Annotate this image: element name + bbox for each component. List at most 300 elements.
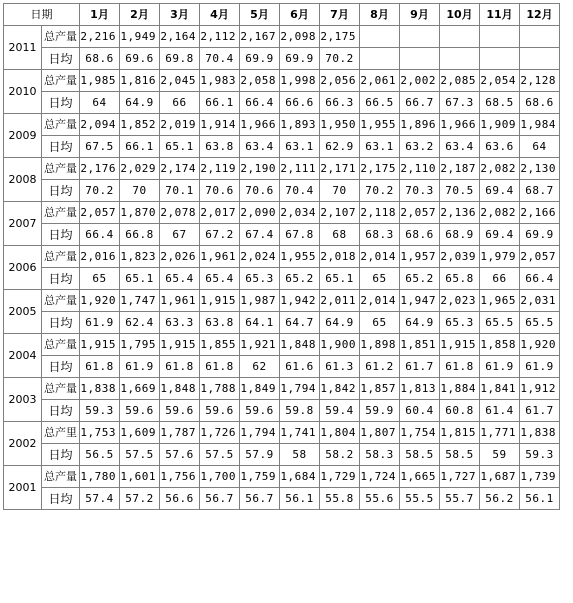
output-label: 总产量 bbox=[42, 114, 80, 136]
output-cell: 1,848 bbox=[160, 378, 200, 400]
daily-average-label: 日均 bbox=[42, 224, 80, 246]
output-cell: 2,061 bbox=[360, 70, 400, 92]
output-row bbox=[4, 246, 560, 268]
output-cell: 2,166 bbox=[520, 202, 560, 224]
output-cell bbox=[480, 26, 520, 48]
year-cell: 2001 bbox=[4, 466, 42, 510]
daily-average-cell: 70 bbox=[120, 180, 160, 202]
output-cell: 2,014 bbox=[360, 246, 400, 268]
daily-average-cell: 69.8 bbox=[160, 48, 200, 70]
output-cell: 1,915 bbox=[440, 334, 480, 356]
output-cell: 2,002 bbox=[400, 70, 440, 92]
daily-average-cell: 67.8 bbox=[280, 224, 320, 246]
daily-average-cell: 59.6 bbox=[240, 400, 280, 422]
daily-average-cell: 64.9 bbox=[120, 92, 160, 114]
output-cell: 1,838 bbox=[80, 378, 120, 400]
output-cell: 1,915 bbox=[200, 290, 240, 312]
output-cell: 1,795 bbox=[120, 334, 160, 356]
output-cell: 1,684 bbox=[280, 466, 320, 488]
daily-average-cell: 57.5 bbox=[120, 444, 160, 466]
output-cell: 2,018 bbox=[320, 246, 360, 268]
output-cell: 2,171 bbox=[320, 158, 360, 180]
year-cell: 2002 bbox=[4, 422, 42, 466]
daily-average-cell: 61.9 bbox=[80, 312, 120, 334]
output-cell: 2,167 bbox=[240, 26, 280, 48]
daily-average-cell: 65.2 bbox=[280, 268, 320, 290]
daily-average-cell: 63.6 bbox=[480, 136, 520, 158]
daily-average-cell: 55.5 bbox=[400, 488, 440, 510]
daily-average-cell: 59.4 bbox=[320, 400, 360, 422]
output-cell: 1,849 bbox=[240, 378, 280, 400]
output-cell: 1,858 bbox=[480, 334, 520, 356]
daily-average-row bbox=[4, 92, 560, 114]
daily-average-label: 日均 bbox=[42, 180, 80, 202]
output-cell: 2,111 bbox=[280, 158, 320, 180]
output-cell: 1,838 bbox=[520, 422, 560, 444]
daily-average-cell: 57.2 bbox=[120, 488, 160, 510]
output-cell: 1,966 bbox=[440, 114, 480, 136]
daily-average-label: 日均 bbox=[42, 400, 80, 422]
year-cell: 2006 bbox=[4, 246, 42, 290]
daily-average-cell: 65.1 bbox=[160, 136, 200, 158]
output-cell: 2,058 bbox=[240, 70, 280, 92]
output-cell: 1,727 bbox=[440, 466, 480, 488]
month-header: 5月 bbox=[240, 4, 280, 26]
month-header: 12月 bbox=[520, 4, 560, 26]
daily-average-cell: 61.8 bbox=[200, 356, 240, 378]
daily-average-cell: 70.5 bbox=[440, 180, 480, 202]
output-cell: 1,794 bbox=[280, 378, 320, 400]
output-cell: 1,855 bbox=[200, 334, 240, 356]
output-cell: 1,915 bbox=[80, 334, 120, 356]
daily-average-label: 日均 bbox=[42, 92, 80, 114]
daily-average-row bbox=[4, 224, 560, 246]
header-row bbox=[4, 4, 560, 26]
output-cell: 1,920 bbox=[520, 334, 560, 356]
daily-average-cell: 59 bbox=[480, 444, 520, 466]
output-cell: 2,176 bbox=[80, 158, 120, 180]
output-cell: 2,216 bbox=[80, 26, 120, 48]
daily-average-cell: 61.8 bbox=[80, 356, 120, 378]
output-cell: 1,754 bbox=[400, 422, 440, 444]
daily-average-cell: 56.5 bbox=[80, 444, 120, 466]
output-row bbox=[4, 422, 560, 444]
output-cell: 1,804 bbox=[320, 422, 360, 444]
year-cell: 2011 bbox=[4, 26, 42, 70]
month-header: 8月 bbox=[360, 4, 400, 26]
daily-average-cell: 64.9 bbox=[400, 312, 440, 334]
daily-average-row bbox=[4, 356, 560, 378]
daily-average-cell: 63.8 bbox=[200, 312, 240, 334]
daily-average-cell: 58.2 bbox=[320, 444, 360, 466]
output-cell: 2,082 bbox=[480, 158, 520, 180]
output-cell: 1,884 bbox=[440, 378, 480, 400]
output-cell: 2,031 bbox=[520, 290, 560, 312]
daily-average-cell: 56.1 bbox=[280, 488, 320, 510]
daily-average-label: 日均 bbox=[42, 444, 80, 466]
daily-average-cell: 65.3 bbox=[240, 268, 280, 290]
output-cell: 1,893 bbox=[280, 114, 320, 136]
output-cell: 1,979 bbox=[480, 246, 520, 268]
month-header: 2月 bbox=[120, 4, 160, 26]
output-cell: 2,118 bbox=[360, 202, 400, 224]
daily-average-cell: 70.3 bbox=[400, 180, 440, 202]
output-label: 总产里 bbox=[42, 422, 80, 444]
output-cell: 2,136 bbox=[440, 202, 480, 224]
daily-average-cell: 69.4 bbox=[480, 224, 520, 246]
month-header: 3月 bbox=[160, 4, 200, 26]
daily-average-row bbox=[4, 268, 560, 290]
output-cell: 2,175 bbox=[360, 158, 400, 180]
daily-average-cell: 66.7 bbox=[400, 92, 440, 114]
daily-average-cell: 61.9 bbox=[120, 356, 160, 378]
daily-average-cell: 66.4 bbox=[240, 92, 280, 114]
daily-average-cell: 63.1 bbox=[280, 136, 320, 158]
output-cell: 1,965 bbox=[480, 290, 520, 312]
output-cell: 1,726 bbox=[200, 422, 240, 444]
output-cell: 2,119 bbox=[200, 158, 240, 180]
daily-average-cell bbox=[520, 48, 560, 70]
daily-average-cell: 58.3 bbox=[360, 444, 400, 466]
month-header: 9月 bbox=[400, 4, 440, 26]
output-cell: 2,017 bbox=[200, 202, 240, 224]
daily-average-row bbox=[4, 444, 560, 466]
daily-average-cell: 60.8 bbox=[440, 400, 480, 422]
output-cell: 1,920 bbox=[80, 290, 120, 312]
daily-average-cell: 59.8 bbox=[280, 400, 320, 422]
daily-average-cell: 61.4 bbox=[480, 400, 520, 422]
output-cell: 2,014 bbox=[360, 290, 400, 312]
daily-average-row bbox=[4, 312, 560, 334]
daily-average-cell bbox=[400, 48, 440, 70]
output-cell: 1,813 bbox=[400, 378, 440, 400]
daily-average-row bbox=[4, 136, 560, 158]
daily-average-cell: 66.4 bbox=[80, 224, 120, 246]
daily-average-cell: 65.2 bbox=[400, 268, 440, 290]
daily-average-cell: 61.9 bbox=[520, 356, 560, 378]
daily-average-cell: 63.8 bbox=[200, 136, 240, 158]
daily-average-cell: 65.1 bbox=[320, 268, 360, 290]
daily-average-label: 日均 bbox=[42, 48, 80, 70]
output-cell: 1,759 bbox=[240, 466, 280, 488]
daily-average-cell: 68.9 bbox=[440, 224, 480, 246]
daily-average-cell: 65 bbox=[360, 312, 400, 334]
daily-average-cell: 57.6 bbox=[160, 444, 200, 466]
output-cell: 1,687 bbox=[480, 466, 520, 488]
output-cell: 2,174 bbox=[160, 158, 200, 180]
daily-average-cell: 68.3 bbox=[360, 224, 400, 246]
daily-average-cell bbox=[440, 48, 480, 70]
month-header: 6月 bbox=[280, 4, 320, 26]
output-row bbox=[4, 334, 560, 356]
output-cell: 2,094 bbox=[80, 114, 120, 136]
output-cell: 1,921 bbox=[240, 334, 280, 356]
daily-average-cell: 69.4 bbox=[480, 180, 520, 202]
production-table bbox=[3, 3, 560, 510]
daily-average-cell: 55.8 bbox=[320, 488, 360, 510]
year-cell: 2010 bbox=[4, 70, 42, 114]
output-cell: 1,665 bbox=[400, 466, 440, 488]
output-cell: 1,816 bbox=[120, 70, 160, 92]
output-cell: 2,045 bbox=[160, 70, 200, 92]
daily-average-row bbox=[4, 400, 560, 422]
date-header: 日期 bbox=[4, 4, 80, 26]
output-cell: 1,987 bbox=[240, 290, 280, 312]
year-cell: 2009 bbox=[4, 114, 42, 158]
daily-average-cell: 63.1 bbox=[360, 136, 400, 158]
daily-average-cell: 59.6 bbox=[200, 400, 240, 422]
daily-average-cell: 61.6 bbox=[280, 356, 320, 378]
daily-average-cell: 58.5 bbox=[400, 444, 440, 466]
output-cell: 2,057 bbox=[400, 202, 440, 224]
output-cell: 1,985 bbox=[80, 70, 120, 92]
output-cell: 2,034 bbox=[280, 202, 320, 224]
daily-average-cell: 62 bbox=[240, 356, 280, 378]
output-cell: 1,756 bbox=[160, 466, 200, 488]
output-cell: 1,815 bbox=[440, 422, 480, 444]
daily-average-label: 日均 bbox=[42, 312, 80, 334]
daily-average-cell: 59.3 bbox=[80, 400, 120, 422]
month-header: 7月 bbox=[320, 4, 360, 26]
year-cell: 2005 bbox=[4, 290, 42, 334]
daily-average-cell: 67.5 bbox=[80, 136, 120, 158]
output-label: 总产量 bbox=[42, 70, 80, 92]
daily-average-cell bbox=[360, 48, 400, 70]
output-cell: 1,601 bbox=[120, 466, 160, 488]
daily-average-cell: 70.6 bbox=[200, 180, 240, 202]
output-cell: 2,019 bbox=[160, 114, 200, 136]
year-cell: 2003 bbox=[4, 378, 42, 422]
output-label: 总产量 bbox=[42, 202, 80, 224]
daily-average-row bbox=[4, 180, 560, 202]
output-cell: 2,078 bbox=[160, 202, 200, 224]
daily-average-cell: 65.5 bbox=[480, 312, 520, 334]
output-cell: 1,915 bbox=[160, 334, 200, 356]
output-cell: 1,842 bbox=[320, 378, 360, 400]
output-cell: 1,787 bbox=[160, 422, 200, 444]
output-label: 总产量 bbox=[42, 26, 80, 48]
output-cell: 1,841 bbox=[480, 378, 520, 400]
output-cell: 1,955 bbox=[280, 246, 320, 268]
output-cell: 1,857 bbox=[360, 378, 400, 400]
output-cell: 2,112 bbox=[200, 26, 240, 48]
output-label: 总产量 bbox=[42, 158, 80, 180]
daily-average-label: 日均 bbox=[42, 268, 80, 290]
daily-average-cell bbox=[480, 48, 520, 70]
output-cell: 1,949 bbox=[120, 26, 160, 48]
output-cell: 1,669 bbox=[120, 378, 160, 400]
output-cell: 2,011 bbox=[320, 290, 360, 312]
daily-average-cell: 61.8 bbox=[160, 356, 200, 378]
output-cell: 2,187 bbox=[440, 158, 480, 180]
output-cell: 2,110 bbox=[400, 158, 440, 180]
daily-average-cell: 70.2 bbox=[80, 180, 120, 202]
output-label: 总产量 bbox=[42, 378, 80, 400]
output-cell bbox=[440, 26, 480, 48]
daily-average-row bbox=[4, 488, 560, 510]
daily-average-cell: 68.5 bbox=[480, 92, 520, 114]
daily-average-cell: 58.5 bbox=[440, 444, 480, 466]
output-cell: 1,724 bbox=[360, 466, 400, 488]
daily-average-cell: 64.1 bbox=[240, 312, 280, 334]
output-cell: 2,057 bbox=[80, 202, 120, 224]
daily-average-cell: 64.9 bbox=[320, 312, 360, 334]
daily-average-cell: 65.4 bbox=[200, 268, 240, 290]
year-cell: 2004 bbox=[4, 334, 42, 378]
output-cell: 1,823 bbox=[120, 246, 160, 268]
output-row bbox=[4, 202, 560, 224]
output-cell: 1,747 bbox=[120, 290, 160, 312]
daily-average-label: 日均 bbox=[42, 136, 80, 158]
daily-average-cell: 55.7 bbox=[440, 488, 480, 510]
output-cell: 2,029 bbox=[120, 158, 160, 180]
daily-average-cell: 69.9 bbox=[240, 48, 280, 70]
output-cell: 1,896 bbox=[400, 114, 440, 136]
daily-average-cell: 66.5 bbox=[360, 92, 400, 114]
daily-average-cell: 61.7 bbox=[400, 356, 440, 378]
output-cell: 2,090 bbox=[240, 202, 280, 224]
daily-average-cell: 61.2 bbox=[360, 356, 400, 378]
daily-average-cell: 67.2 bbox=[200, 224, 240, 246]
output-cell: 2,098 bbox=[280, 26, 320, 48]
output-row bbox=[4, 378, 560, 400]
output-cell: 1,898 bbox=[360, 334, 400, 356]
output-cell: 2,175 bbox=[320, 26, 360, 48]
output-cell: 1,914 bbox=[200, 114, 240, 136]
output-cell: 1,966 bbox=[240, 114, 280, 136]
daily-average-cell: 66.8 bbox=[120, 224, 160, 246]
output-cell: 1,909 bbox=[480, 114, 520, 136]
output-cell: 1,984 bbox=[520, 114, 560, 136]
daily-average-cell: 61.7 bbox=[520, 400, 560, 422]
output-label: 总产量 bbox=[42, 246, 80, 268]
output-label: 总产量 bbox=[42, 290, 80, 312]
year-cell: 2008 bbox=[4, 158, 42, 202]
daily-average-cell: 69.9 bbox=[280, 48, 320, 70]
daily-average-cell: 56.2 bbox=[480, 488, 520, 510]
daily-average-cell: 66.1 bbox=[200, 92, 240, 114]
daily-average-cell: 70.2 bbox=[320, 48, 360, 70]
daily-average-cell: 57.4 bbox=[80, 488, 120, 510]
daily-average-cell: 65.4 bbox=[160, 268, 200, 290]
daily-average-cell: 64 bbox=[520, 136, 560, 158]
output-cell: 1,794 bbox=[240, 422, 280, 444]
daily-average-cell: 66 bbox=[160, 92, 200, 114]
daily-average-cell: 70.2 bbox=[360, 180, 400, 202]
output-cell: 2,164 bbox=[160, 26, 200, 48]
output-cell: 1,807 bbox=[360, 422, 400, 444]
daily-average-cell: 59.6 bbox=[160, 400, 200, 422]
output-cell: 2,128 bbox=[520, 70, 560, 92]
month-header: 11月 bbox=[480, 4, 520, 26]
daily-average-cell: 61.8 bbox=[440, 356, 480, 378]
daily-average-cell: 67.4 bbox=[240, 224, 280, 246]
daily-average-cell: 70.4 bbox=[200, 48, 240, 70]
daily-average-cell: 64.7 bbox=[280, 312, 320, 334]
output-cell: 2,085 bbox=[440, 70, 480, 92]
output-cell: 1,741 bbox=[280, 422, 320, 444]
output-cell bbox=[360, 26, 400, 48]
output-cell: 2,082 bbox=[480, 202, 520, 224]
output-cell: 1,912 bbox=[520, 378, 560, 400]
daily-average-cell: 61.9 bbox=[480, 356, 520, 378]
output-cell: 1,700 bbox=[200, 466, 240, 488]
daily-average-cell: 65.3 bbox=[440, 312, 480, 334]
output-cell: 1,957 bbox=[400, 246, 440, 268]
output-cell: 2,026 bbox=[160, 246, 200, 268]
daily-average-cell: 67.3 bbox=[440, 92, 480, 114]
daily-average-cell: 66.6 bbox=[280, 92, 320, 114]
month-header: 1月 bbox=[80, 4, 120, 26]
daily-average-cell: 58 bbox=[280, 444, 320, 466]
daily-average-cell: 59.9 bbox=[360, 400, 400, 422]
output-row bbox=[4, 158, 560, 180]
output-cell: 1,848 bbox=[280, 334, 320, 356]
daily-average-cell: 56.7 bbox=[240, 488, 280, 510]
output-cell: 1,771 bbox=[480, 422, 520, 444]
output-cell: 2,039 bbox=[440, 246, 480, 268]
output-label: 总产量 bbox=[42, 334, 80, 356]
output-cell: 2,024 bbox=[240, 246, 280, 268]
output-row bbox=[4, 114, 560, 136]
month-header: 4月 bbox=[200, 4, 240, 26]
daily-average-cell: 70.6 bbox=[240, 180, 280, 202]
daily-average-cell: 69.9 bbox=[520, 224, 560, 246]
daily-average-cell: 65 bbox=[80, 268, 120, 290]
daily-average-cell: 68.6 bbox=[80, 48, 120, 70]
daily-average-cell: 66 bbox=[480, 268, 520, 290]
output-cell: 2,054 bbox=[480, 70, 520, 92]
daily-average-cell: 65.1 bbox=[120, 268, 160, 290]
daily-average-cell: 63.3 bbox=[160, 312, 200, 334]
output-cell: 1,942 bbox=[280, 290, 320, 312]
daily-average-cell: 65.8 bbox=[440, 268, 480, 290]
daily-average-cell: 56.7 bbox=[200, 488, 240, 510]
daily-average-cell: 57.5 bbox=[200, 444, 240, 466]
daily-average-cell: 66.1 bbox=[120, 136, 160, 158]
daily-average-cell: 62.4 bbox=[120, 312, 160, 334]
daily-average-cell: 69.6 bbox=[120, 48, 160, 70]
output-cell: 1,739 bbox=[520, 466, 560, 488]
output-row bbox=[4, 290, 560, 312]
output-cell: 2,190 bbox=[240, 158, 280, 180]
daily-average-cell: 59.3 bbox=[520, 444, 560, 466]
output-cell: 1,851 bbox=[400, 334, 440, 356]
output-cell: 1,900 bbox=[320, 334, 360, 356]
output-cell: 2,023 bbox=[440, 290, 480, 312]
year-cell: 2007 bbox=[4, 202, 42, 246]
output-cell: 1,753 bbox=[80, 422, 120, 444]
daily-average-label: 日均 bbox=[42, 488, 80, 510]
daily-average-cell: 68 bbox=[320, 224, 360, 246]
daily-average-cell: 56.6 bbox=[160, 488, 200, 510]
output-cell: 1,947 bbox=[400, 290, 440, 312]
output-cell: 2,016 bbox=[80, 246, 120, 268]
output-row bbox=[4, 466, 560, 488]
output-label: 总产量 bbox=[42, 466, 80, 488]
daily-average-label: 日均 bbox=[42, 356, 80, 378]
output-cell: 2,130 bbox=[520, 158, 560, 180]
daily-average-cell: 63.2 bbox=[400, 136, 440, 158]
output-cell: 2,056 bbox=[320, 70, 360, 92]
daily-average-cell: 59.6 bbox=[120, 400, 160, 422]
daily-average-cell: 70.4 bbox=[280, 180, 320, 202]
daily-average-cell: 68.6 bbox=[400, 224, 440, 246]
daily-average-cell: 60.4 bbox=[400, 400, 440, 422]
daily-average-cell: 68.6 bbox=[520, 92, 560, 114]
output-cell: 1,961 bbox=[200, 246, 240, 268]
daily-average-cell: 63.4 bbox=[240, 136, 280, 158]
